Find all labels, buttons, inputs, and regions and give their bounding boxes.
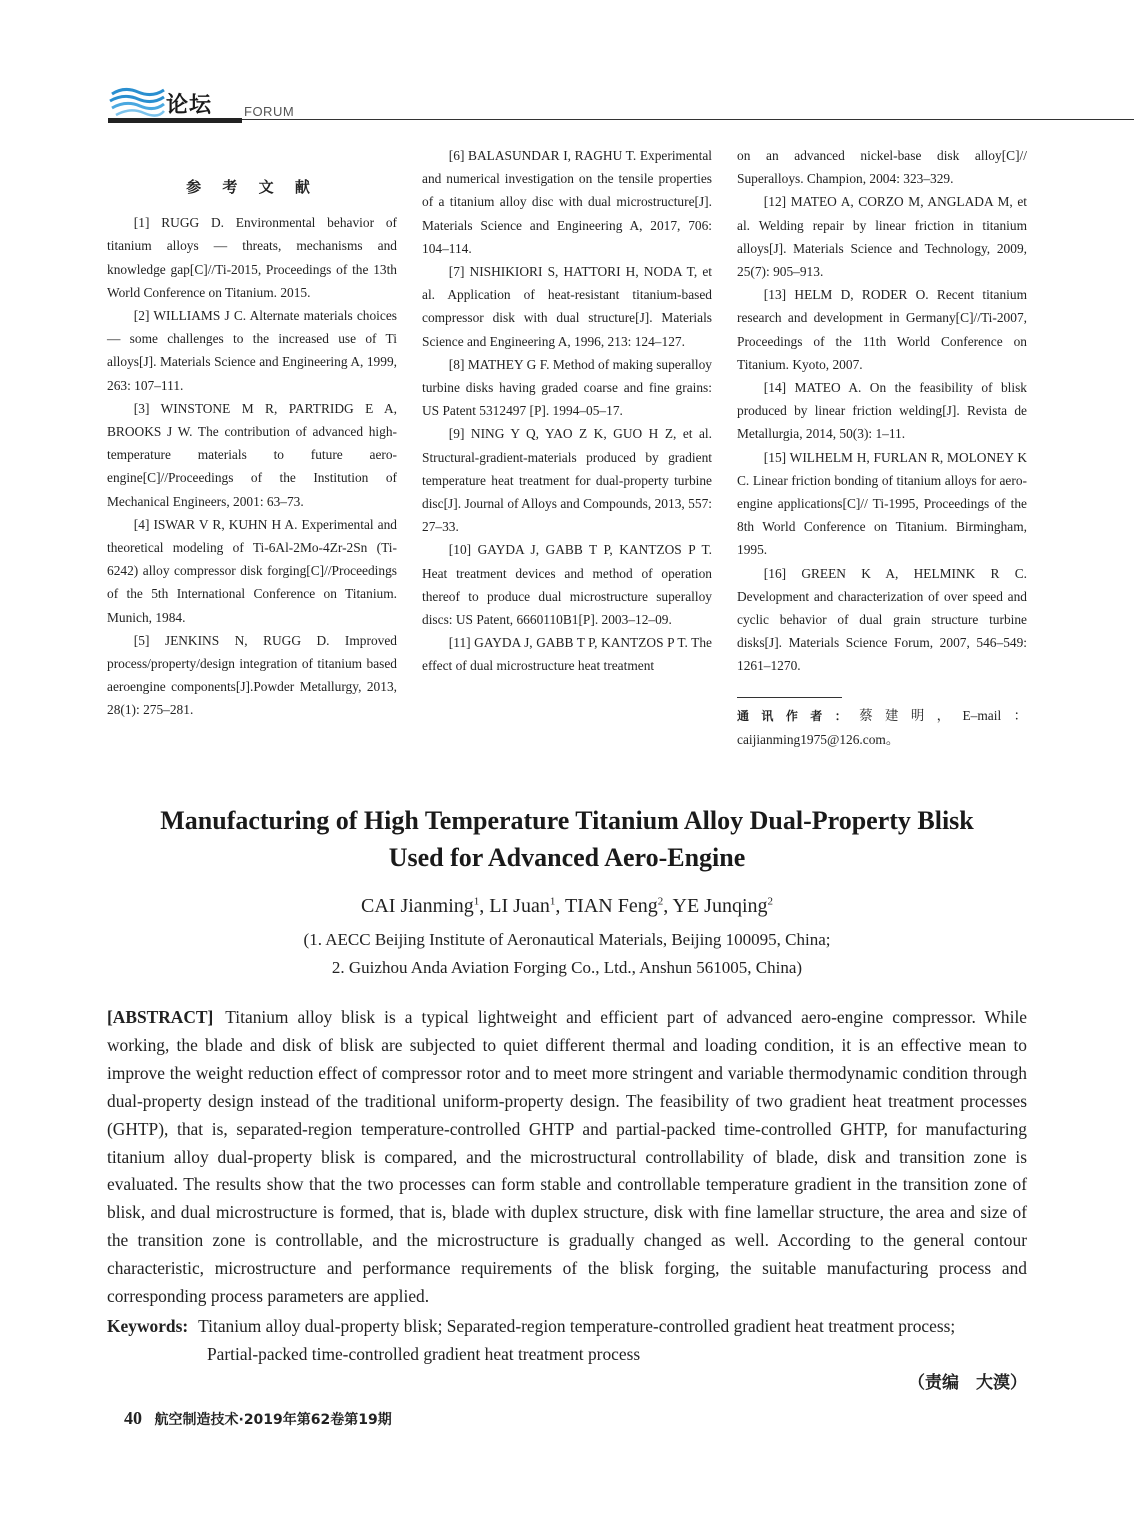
reference-item: [7] NISHIKIORI S, HATTORI H, NODA T, et al. Application of heat-resistant titanium-based compressor disk with dual structure[J]. Materials Science and Engineering A, 1996, 213: 124–127.: [422, 264, 712, 349]
reference-continuation: on an advanced nickel-base disk alloy[C]// Superalloys. Champion, 2004: 323–329.: [737, 148, 1027, 187]
editor-note: （责编 大漠）: [908, 1373, 1027, 1393]
reference-item: [16] GREEN K A, HELMINK R C. Development and characterization of over speed and cyclic behavior of dual grain structure turbine disks[J]. Materials Science Forum, 2007, 546–549: 1261–1270.: [737, 565, 1027, 674]
reference-item: [5] JENKINS N, RUGG D. Improved process/property/design integration of titanium based aeroengine components[J].Powder Metallurgy, 2013, 28(1): 275–281.: [107, 632, 397, 718]
reference-item: [8] MATHEY G F. Method of making superalloy turbine disks having graded coarse and fine grains: US Patent 5312497 [P]. 1994–05–17.: [422, 356, 712, 419]
header-rule-thin: [242, 119, 1134, 120]
corresponding-author-note: [737, 704, 1027, 751]
section-title-en: FORUM: [244, 104, 295, 119]
header-rule-thick: [108, 118, 242, 123]
affiliation-1: (1. AECC Beijing Institute of Aeronautical Materials, Beijing 100095, China;: [303, 930, 831, 949]
affiliation-2: 2. Guizhou Anda Aviation Forging Co., Ltd., Anshun 561005, China): [331, 958, 803, 977]
reference-item: [9] NING Y Q, YAO Z K, GUO H Z, et al. Structural-gradient-materials produced by gradient temperature heat treatment for dual-property turbine disc[J]. Journal of Alloys and Compounds, 2013, 557: 27–33.: [422, 426, 712, 535]
keywords-block: [107, 1312, 1027, 1368]
reference-item: [12] MATEO A, CORZO M, ANGLADA M, et al. Welding repair by linear friction in titanium alloys[J]. Materials Science and Technology, 2009, 25(7): 905–913.: [737, 194, 1027, 280]
author-separator: ,: [663, 895, 673, 917]
journal-citation: 航空制造技术·2019年第62卷第19期: [154, 1412, 392, 1428]
author-affiliation-mark: 1: [473, 895, 480, 908]
author-name: CAI Jianming: [361, 895, 474, 917]
author-separator: ,: [479, 895, 490, 917]
abstract: [107, 1004, 1027, 1311]
author-affiliation-mark: 1: [549, 895, 556, 908]
author-separator: ,: [555, 895, 565, 917]
section-title-cn: 论坛: [166, 93, 213, 118]
references-column-1: [107, 144, 397, 722]
reference-item: [6] BALASUNDAR I, RAGHU T. Experimental and numerical investigation on the tensile properties of a titanium alloy disc with dual microstructure[J]. Materials Science and Engineering A, 2017, 706: 104–114.: [422, 148, 712, 256]
corresponding-author-label: 通讯作者：: [737, 708, 860, 723]
references-title: 参 考 文 献: [186, 178, 318, 196]
reference-item: [11] GAYDA J, GABB T P, KANTZOS P T. The effect of dual microstructure heat treatment: [422, 635, 712, 674]
references-column-2: [422, 144, 712, 678]
reference-item: [2] WILLIAMS J C. Alternate materials choices — some challenges to the increased use of Ti alloys[J]. Materials Science and Engineering A, 1999, 263: 107–111.: [107, 308, 397, 393]
author-name: YE Junqing: [672, 895, 768, 917]
author-name: LI Juan: [489, 895, 550, 917]
page-header: [108, 84, 1134, 124]
article-title-line-1: Manufacturing of High Temperature Titanium Alloy Dual-Property Blisk: [160, 806, 974, 835]
wave-logo-icon: [108, 84, 166, 118]
reference-item: [3] WINSTONE M R, PARTRIDG E A, BROOKS J W. The contribution of advanced high-temperature materials to future aero-engine[C]//Proceedings of the Institution of Mechanical Engineers, 2001: 63–73.: [107, 400, 397, 509]
author-list: [107, 895, 1027, 918]
author-affiliation-mark: 2: [767, 895, 773, 908]
reference-item: [1] RUGG D. Environmental behavior of titanium alloys — threats, mechanisms and knowledge gap[C]//Ti-2015, Proceedings of the 13th World Conference on Titanium. 2015.: [107, 215, 397, 300]
abstract-text: Titanium alloy blisk is a typical lightweight and efficient part of advanced aero-engine compressor. While working, the blade and disk of blisk are subjected to quiet different thermal and loading condition, it is an effective mean to improve the weight reduction effect of compressor rotor and to meet more stringent and variable thermodynamic condition through dual-property design instead of the traditional uniform-property design. The feasibility of two gradient heat treatment processes (GHTP), that is, separated-region temperature-controlled GHTP and partial-packed time-controlled GHTP, for manufacturing titanium alloy dual-property blisk is compared, and the microstructural controllability of blade, disk and transition zone is evaluated. The results show that the two processes can form stable and controllable temperature gradient in the transition zone of blisk, and dual microstructure is formed, that is, blade with duplex structure, disk with fine lamellar structure, the area and size of the transition zone is controllable, and the microstructure is gradually changed as well. According to the general contour characteristic, microstructure and performance requirements of the blisk forging, the suitable manufacturing process and corresponding process parameters are applied.: [107, 1007, 1027, 1307]
reference-item: [4] ISWAR V R, KUHN H A. Experimental and theoretical modeling of Ti-6Al-2Mo-4Zr-2Sn (Ti-6242) alloy compressor disk forging[C]//Proceedings of the 5th International Conference on Titanium. Munich, 1984.: [107, 516, 397, 625]
reference-item: [14] MATEO A. On the feasibility of blisk produced by linear friction welding[J]. Revista de Metallurgia, 2014, 50(3): 1–11.: [737, 380, 1027, 442]
article-title-line-2: Used for Advanced Aero-Engine: [388, 843, 746, 872]
page-number: 40: [124, 1408, 142, 1428]
references-column-3: [737, 144, 1027, 751]
reference-item: [15] WILHELM H, FURLAN R, MOLONEY K C. Linear friction bonding of titanium alloys for aero-engine applications[C]// Ti-1995, Proceedings of the 8th World Conference on Titanium. Birmingham, 1995.: [737, 449, 1027, 558]
author-name: TIAN Feng: [564, 895, 658, 917]
keywords-line-1: Titanium alloy dual-property blisk; Separated-region temperature-controlled gradient heat treatment process;: [198, 1316, 956, 1336]
reference-item: [13] HELM D, RODER O. Recent titanium research and development in Germany[C]//Ti-2007, Proceedings of the 11th World Conference on Titanium. Kyoto, 2007.: [737, 287, 1027, 372]
page-footer: [124, 1408, 392, 1429]
author-affiliation-mark: 2: [657, 895, 664, 908]
corresponding-author-text: 蔡建明，E–mail：caijianming1975@126.com。: [737, 707, 1027, 747]
footnote-rule: [737, 697, 842, 698]
reference-item: [10] GAYDA J, GABB T P, KANTZOS P T. Heat treatment devices and method of operation thereof to produce dual microstructure superalloy discs: US Patent, 6660110B1[P]. 2003–12–09.: [422, 542, 712, 628]
keywords-line-2: Partial-packed time-controlled gradient heat treatment process: [207, 1344, 641, 1364]
article-title: [107, 802, 1027, 876]
abstract-label: [ABSTRACT]: [107, 1007, 214, 1027]
keywords-label: Keywords:: [107, 1316, 189, 1336]
